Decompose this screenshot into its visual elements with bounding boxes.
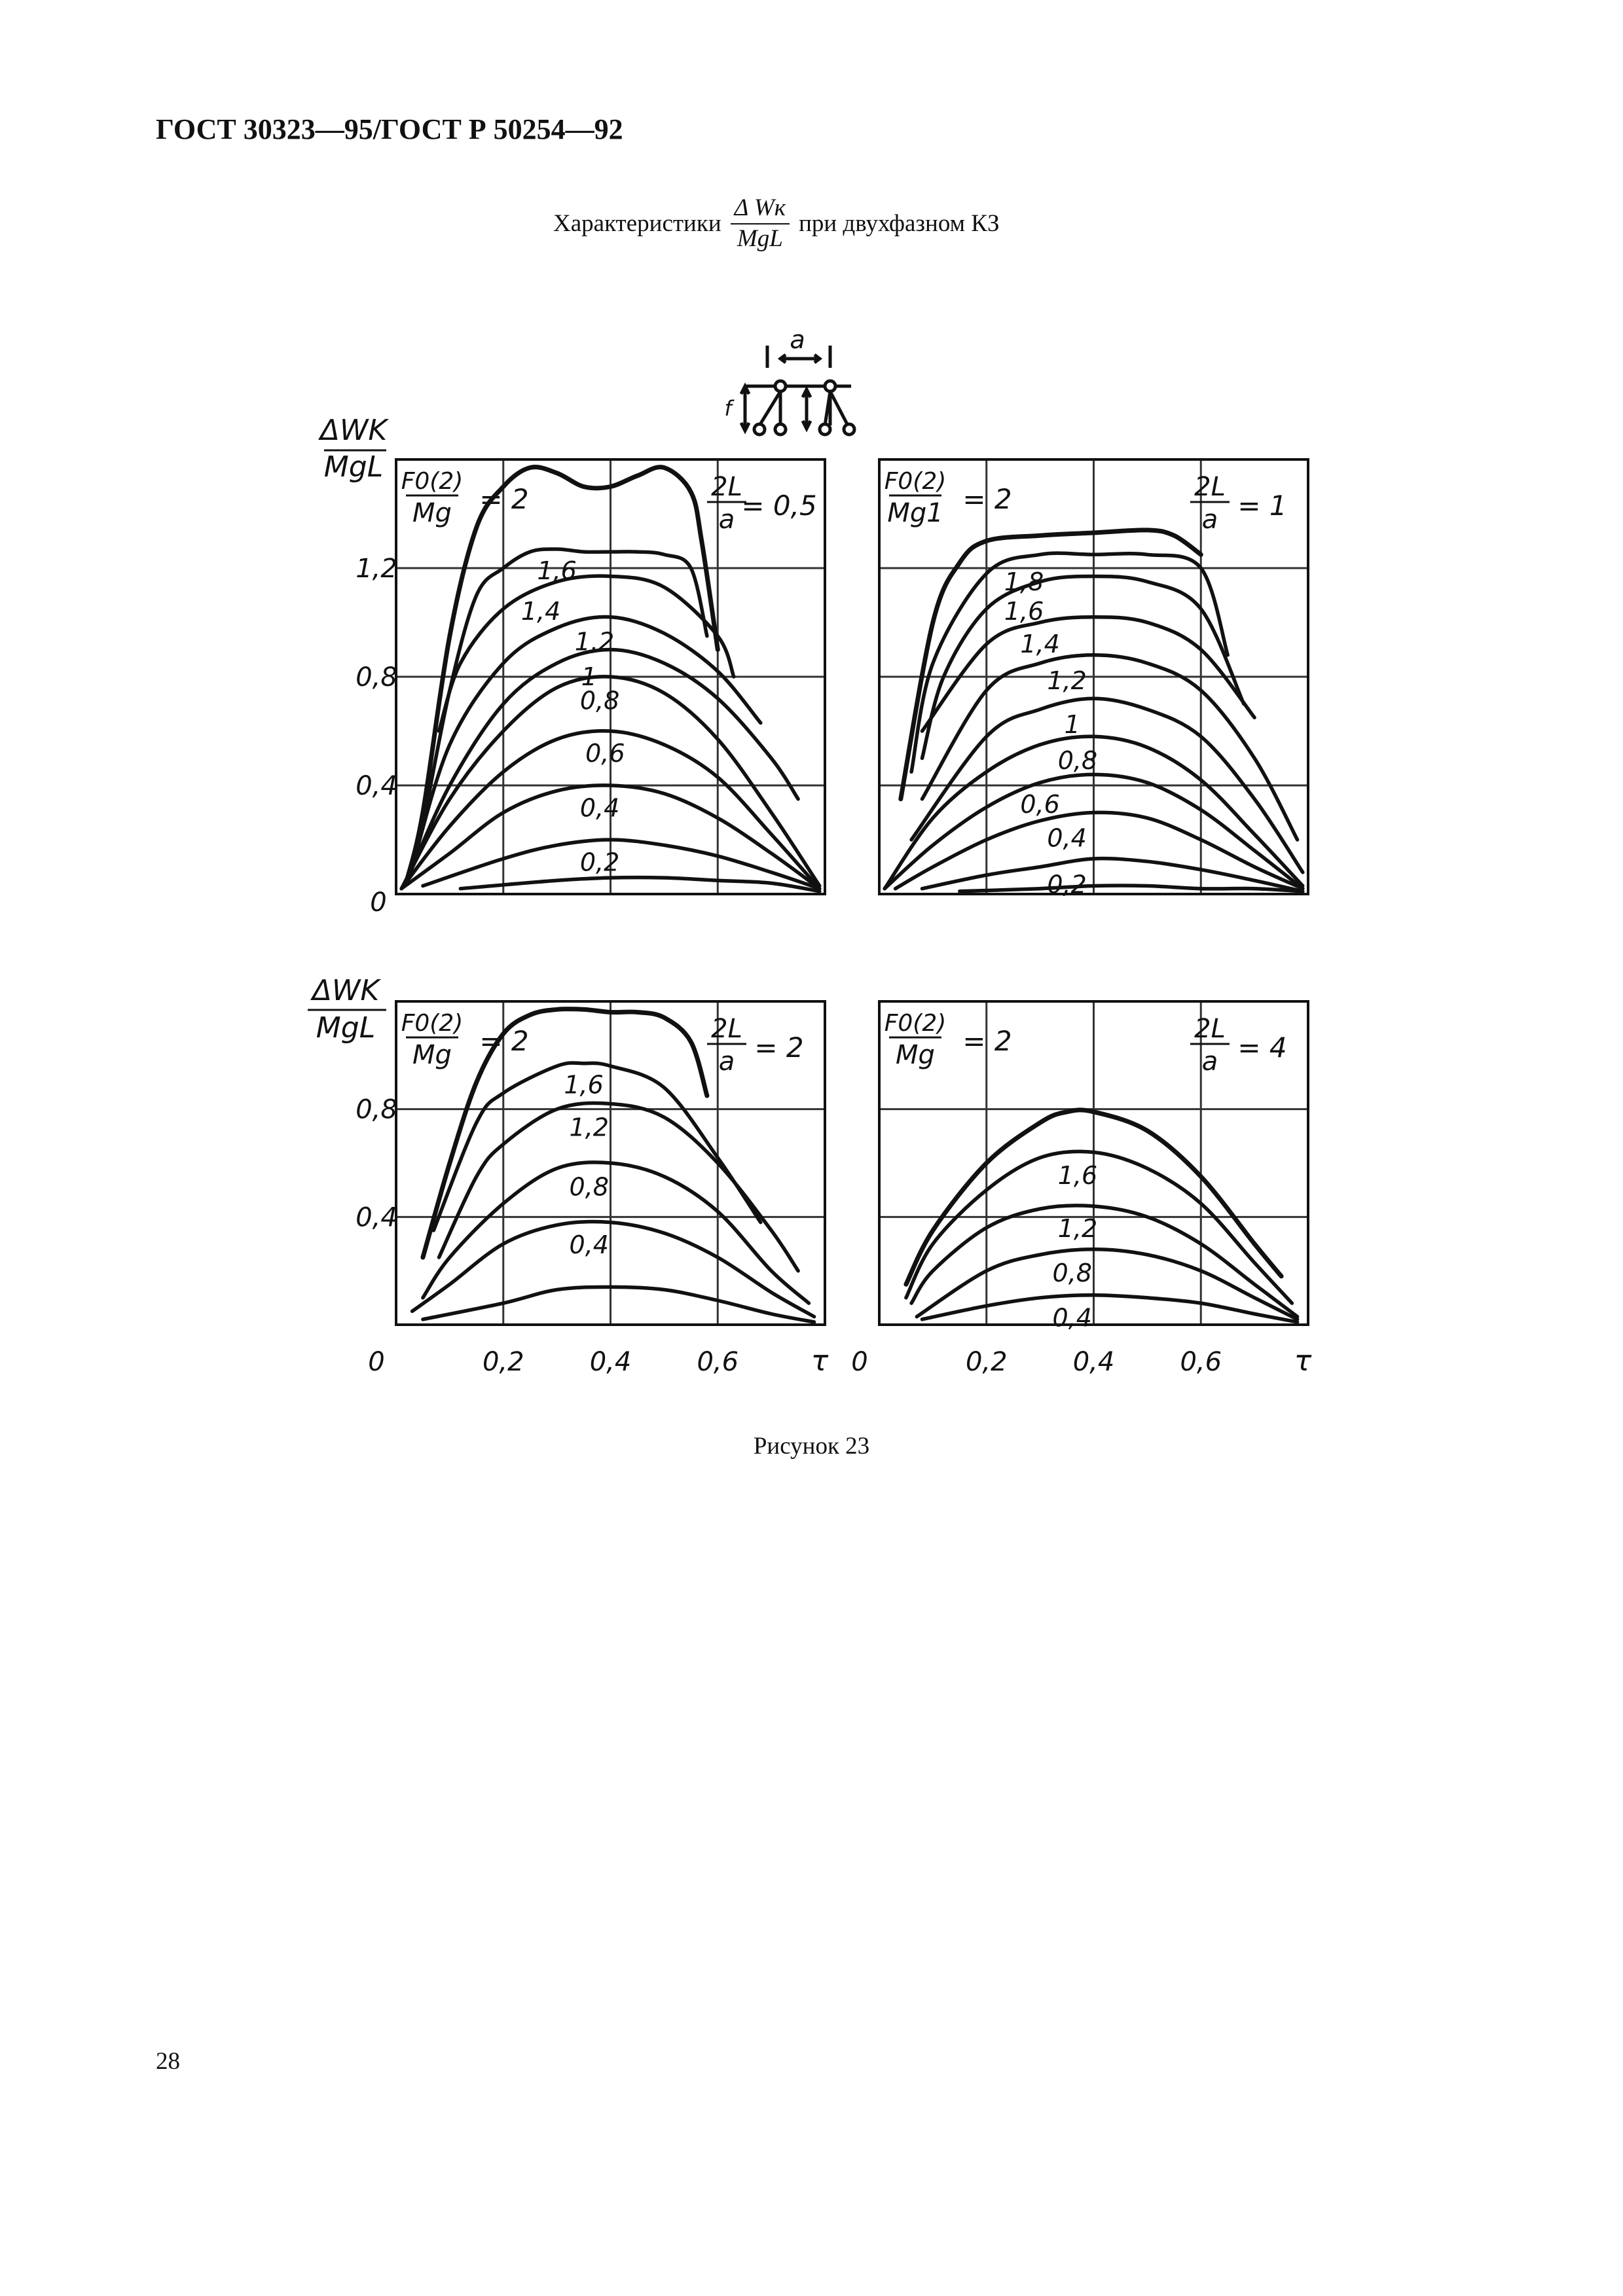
series-label: 1	[1064, 709, 1080, 739]
series-label: 1,8	[1004, 567, 1044, 596]
ratio-label-num: 2L	[711, 1014, 742, 1044]
ratio-label-value: = 0,5	[741, 490, 817, 522]
chart-panel-bottom-right	[851, 1001, 1311, 1378]
ratio-label-num: 2L	[1194, 1014, 1226, 1044]
ratio-label-den: a	[718, 505, 735, 535]
series-label: 0,4	[1052, 1303, 1092, 1333]
x-tick-label: 0	[851, 1347, 868, 1377]
param-label-eq: = 2	[479, 483, 529, 515]
series-label: 0,4	[569, 1230, 609, 1260]
y-axis-label-den: MgL	[323, 450, 384, 484]
ratio-label-num: 2L	[711, 472, 742, 502]
series-line	[423, 1162, 809, 1303]
series-label: 1,2	[1057, 1214, 1098, 1244]
y-tick-label: 0,4	[356, 771, 397, 801]
ratio-label-den: a	[718, 1047, 735, 1077]
series-line	[423, 1009, 707, 1258]
ratio-label-den: a	[1201, 505, 1218, 535]
ratio-label-num: 2L	[1194, 472, 1226, 502]
schematic-label-a: a	[790, 325, 805, 354]
param-label-num: F0(2)	[401, 1010, 464, 1037]
y-tick-label: 0,4	[356, 1202, 397, 1233]
series-label: 0,4	[1047, 823, 1087, 853]
document-header: ГОСТ 30323—95/ГОСТ Р 50254—92	[156, 113, 623, 145]
ratio-label-value: = 1	[1237, 490, 1287, 522]
param-label-num: F0(2)	[401, 468, 464, 495]
figure-title-prefix: Характеристики	[553, 210, 721, 238]
series-label: 1,6	[1004, 597, 1044, 626]
figure-title-fraction-den: MgL	[737, 224, 783, 252]
series-label: 1,6	[537, 556, 577, 585]
ratio-label	[707, 472, 817, 535]
param-label-den: Mg1	[887, 498, 943, 528]
y-tick-label: 0,8	[356, 1094, 397, 1125]
param-label-eq: = 2	[479, 1025, 529, 1057]
series-label: 0,2	[579, 848, 620, 877]
series-line	[439, 1103, 799, 1270]
y-axis-label-den: MgL	[316, 1011, 376, 1045]
param-label-den: Mg	[896, 1040, 935, 1070]
param-label	[884, 1010, 1012, 1070]
x-tick-label: 0,2	[965, 1347, 1008, 1377]
y-axis-label-bottom	[308, 974, 386, 1045]
series-line	[906, 1151, 1292, 1303]
y-tick-label: 0,8	[356, 662, 397, 692]
page-number: 28	[156, 2048, 180, 2075]
figure-title-fraction-num: Δ Wк	[731, 195, 790, 224]
origin-label-top: 0	[370, 888, 387, 918]
series-label: 0,4	[579, 793, 620, 823]
series-label: 1,6	[564, 1070, 604, 1100]
ratio-label	[707, 1014, 804, 1077]
x-tick-label: 0	[368, 1347, 385, 1377]
chart-panel-bottom-left	[356, 1001, 829, 1378]
x-tick-label: 0,6	[697, 1347, 739, 1377]
series-label: 1,4	[520, 597, 561, 626]
y-axis-label-num: ΔWK	[312, 974, 380, 1007]
y-tick-label: 1,2	[356, 554, 397, 584]
x-tick-label: 0,2	[482, 1347, 524, 1377]
chart-panel-top-right	[879, 459, 1308, 899]
series-label: 0,8	[569, 1172, 609, 1202]
y-axis-label-num: ΔWK	[319, 414, 388, 447]
series-line	[922, 617, 1255, 731]
series-label: 0,8	[1057, 746, 1098, 776]
series-label: 0,8	[579, 686, 620, 715]
x-axis-label: τ	[1294, 1344, 1312, 1378]
series-label: 1,2	[574, 627, 615, 656]
series-line	[960, 886, 1303, 891]
x-tick-label: 0,4	[589, 1347, 632, 1377]
series-line	[922, 1295, 1298, 1322]
param-label	[401, 1010, 529, 1070]
series-label: 1,2	[1047, 666, 1087, 696]
x-tick-label: 0,6	[1180, 1347, 1222, 1377]
figure-caption: Рисунок 23	[753, 1433, 870, 1460]
ratio-label-value: = 2	[754, 1031, 804, 1064]
series-label: 1,6	[1057, 1161, 1098, 1191]
param-label-den: Mg	[412, 1040, 452, 1070]
ratio-label-value: = 4	[1237, 1031, 1287, 1064]
param-label-eq: = 2	[962, 483, 1012, 515]
chart-panel-top-left	[356, 459, 825, 894]
series-label: 1	[581, 662, 597, 691]
series-label: 1,4	[1020, 630, 1060, 658]
param-label	[401, 468, 529, 528]
param-label-eq: = 2	[962, 1025, 1012, 1057]
series-line	[412, 1222, 814, 1317]
y-axis-label-top	[318, 414, 390, 484]
series-label: 0,6	[1020, 789, 1060, 819]
series-line	[460, 878, 820, 891]
param-label	[884, 468, 1012, 528]
ratio-label	[1190, 1014, 1287, 1077]
ratio-label-den: a	[1201, 1047, 1218, 1077]
ratio-label	[1190, 472, 1287, 535]
series-line	[423, 1287, 814, 1322]
series-label: 1,2	[569, 1113, 609, 1142]
x-tick-label: 0,4	[1072, 1347, 1115, 1377]
series-label: 0,2	[1047, 870, 1087, 899]
phase-schematic	[741, 346, 854, 435]
series-label: 0,6	[585, 739, 625, 768]
x-axis-label: τ	[811, 1344, 829, 1378]
figure-title-suffix: при двухфазном КЗ	[799, 210, 1000, 238]
schematic-label-f: f	[724, 396, 732, 421]
param-label-den: Mg	[412, 498, 452, 528]
param-label-num: F0(2)	[884, 1010, 947, 1037]
param-label-num: F0(2)	[884, 468, 947, 495]
series-label: 0,8	[1052, 1259, 1092, 1288]
